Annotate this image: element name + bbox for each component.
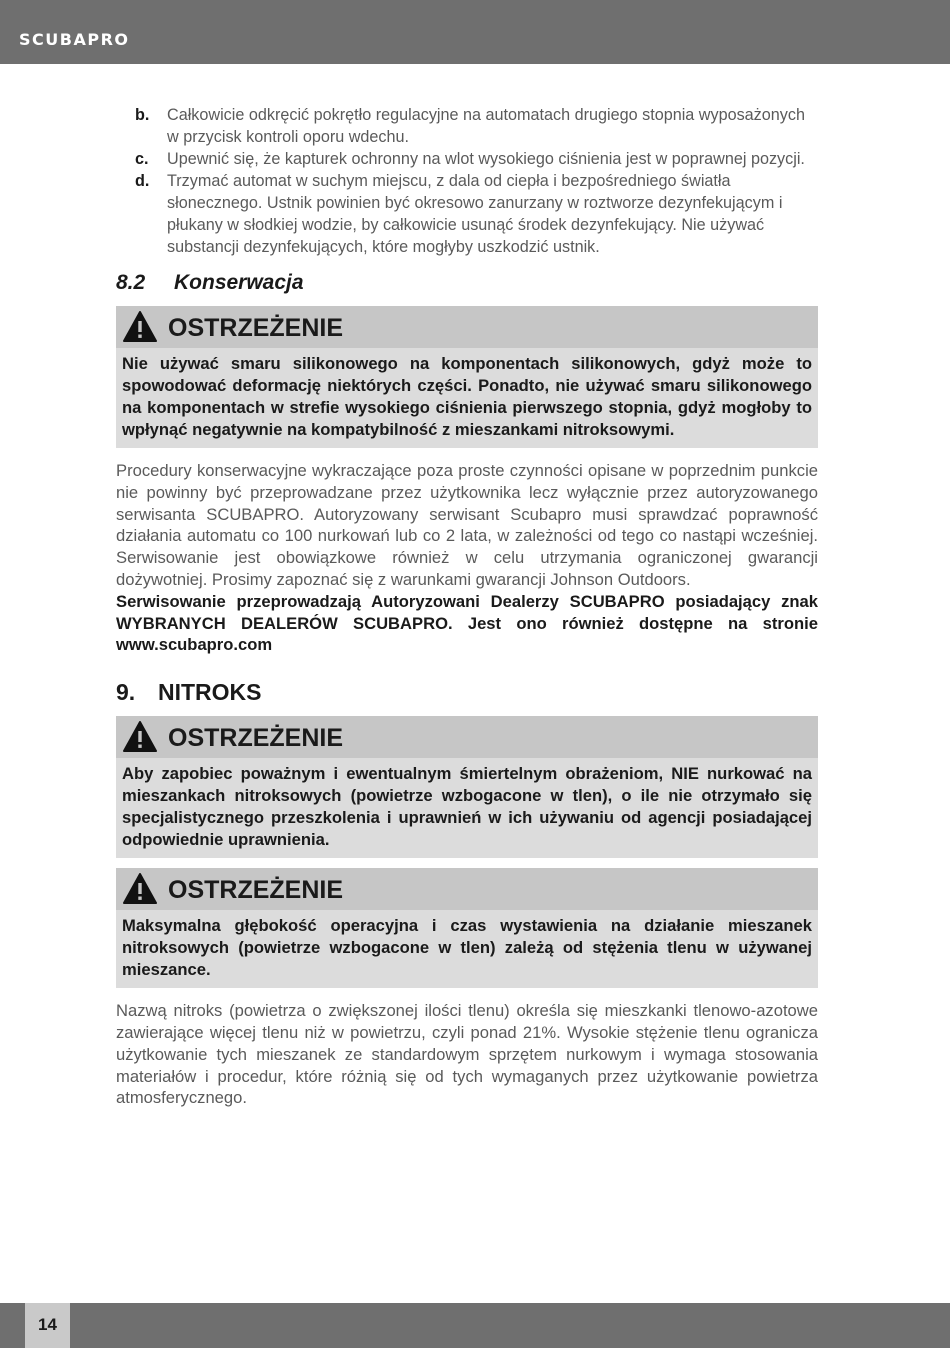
body-paragraph-bold: Serwisowanie przeprowadzają Autoryzowani Dealerzy SCUBAPRO posiadający znak WYBRANYCH DEALERÓW SCUBAPRO. Jest ono również dostępne na stronie www.scubapro.com xyxy=(116,591,818,655)
page-header xyxy=(0,0,950,64)
warning-title: OSTRZEŻENIE xyxy=(168,876,344,905)
warning-triangle-icon xyxy=(122,310,158,343)
instruction-list xyxy=(116,104,818,258)
list-item xyxy=(116,170,818,258)
list-item xyxy=(116,148,818,170)
section-title: NITROKS xyxy=(158,679,262,706)
page-content xyxy=(116,104,818,1109)
warning-box-2 xyxy=(116,716,818,858)
page-number: 14 xyxy=(38,1315,57,1334)
body-paragraph: Nazwą nitroks (powietrza o zwiększonej ilości tlenu) określa się mieszkanki tlenowo-azotowe zawierające więcej tlenu niż w powietrzu, czyli ponad 21%. Wysokie stężenie tlenu ogranicza użytkowanie tych mieszanek ze standardowym sprzętem nurkowym i wymaga stosowania materiałów i procedur, które różnią się od tych wymaganych przez użytkowanie powietrza atmosferycznego. xyxy=(116,1001,818,1108)
warning-header xyxy=(116,868,818,910)
warning-title: OSTRZEŻENIE xyxy=(168,314,344,342)
warning-text: Aby zapobiec poważnym i ewentualnym śmiertelnym obrażeniom, NIE nurkować na mieszankach nitroksowych (powietrze wzbogacone w tlen), o ile nie otrzymało się specjalistycznego przeszkolenia i uprawnień w ich używaniu od agencji posiadającej odpowiednie uprawnienia. xyxy=(122,764,812,850)
list-item-text: Całkowicie odkręcić pokrętło regulacyjne na automatach drugiego stopnia wyposażonych w przycisk kontroli oporu wdechu. xyxy=(167,106,805,146)
warning-triangle-icon xyxy=(122,872,158,905)
brand-logo-text: SCUBAPRO xyxy=(19,30,130,49)
section-title: Konserwacja xyxy=(174,271,304,294)
warning-text: Maksymalna głębokość operacyjna i czas wystawienia na działanie mieszanek nitroksowych (powietrze wzbogacone w tlen) zależą od stężenia tlenu w używanej mieszance. xyxy=(122,916,812,980)
list-marker: d. xyxy=(135,172,150,190)
warning-text: Nie używać smaru silikonowego na komponentach silikonowych, gdyż może to spowodować deformację niektórych części. Ponadto, nie używać smaru silikonowego na komponentach w strefie wysokiego ciśnienia pierwszego stopnia, gdyż mogłoby to wpłynąć negatywnie na kompatybilność z mieszankami nitroksowymi. xyxy=(122,354,812,439)
section-number: 9. xyxy=(116,679,136,706)
warning-box-1 xyxy=(116,306,818,448)
section-number: 8.2 xyxy=(116,271,146,294)
list-item-text: Upewnić się, że kapturek ochronny na wlot wysokiego ciśnienia jest w poprawnej pozycji. xyxy=(167,150,805,168)
warning-title: OSTRZEŻENIE xyxy=(168,724,344,753)
warning-header xyxy=(116,716,818,758)
warning-header xyxy=(116,306,818,348)
section-heading-8-2 xyxy=(116,270,818,296)
page-number-box xyxy=(25,1303,70,1348)
list-marker: b. xyxy=(135,106,150,124)
warning-triangle-icon xyxy=(122,720,158,753)
list-marker: c. xyxy=(135,150,149,168)
body-paragraph: Procedury konserwacyjne wykraczające poza proste czynności opisane w poprzednim punkcie nie powinny być przeprowadzane przez użytkownika lecz wyłącznie przez autoryzowanego serwisanta SCUBAPRO. Autoryzowany serwisant Scubapro musi sprawdzać poprawność działania automatu co 100 nurkowań lub co 2 lata, w zależności od tego co nastąpi wcześniej. Serwisowanie jest obowiązkowe również w celu utrzymania ograniczonej gwarancji dożywotniej. Prosimy zapoznać się z warunkami gwarancji Johnson Outdoors. xyxy=(116,461,818,589)
list-item xyxy=(116,104,818,148)
page-footer xyxy=(0,1303,950,1348)
section-heading-9 xyxy=(116,678,818,706)
warning-box-3 xyxy=(116,868,818,988)
list-item-text: Trzymać automat w suchym miejscu, z dala od ciepła i bezpośredniego światła słonecznego. Ustnik powinien być okresowo zanurzany w roztworze dezynfekującym i płukany w słodkiej wodzie, by całkowicie usunąć środek dezynfekujący. Nie używać substancji dezynfekujących, które mogłyby uszkodzić ustnik. xyxy=(167,172,783,256)
